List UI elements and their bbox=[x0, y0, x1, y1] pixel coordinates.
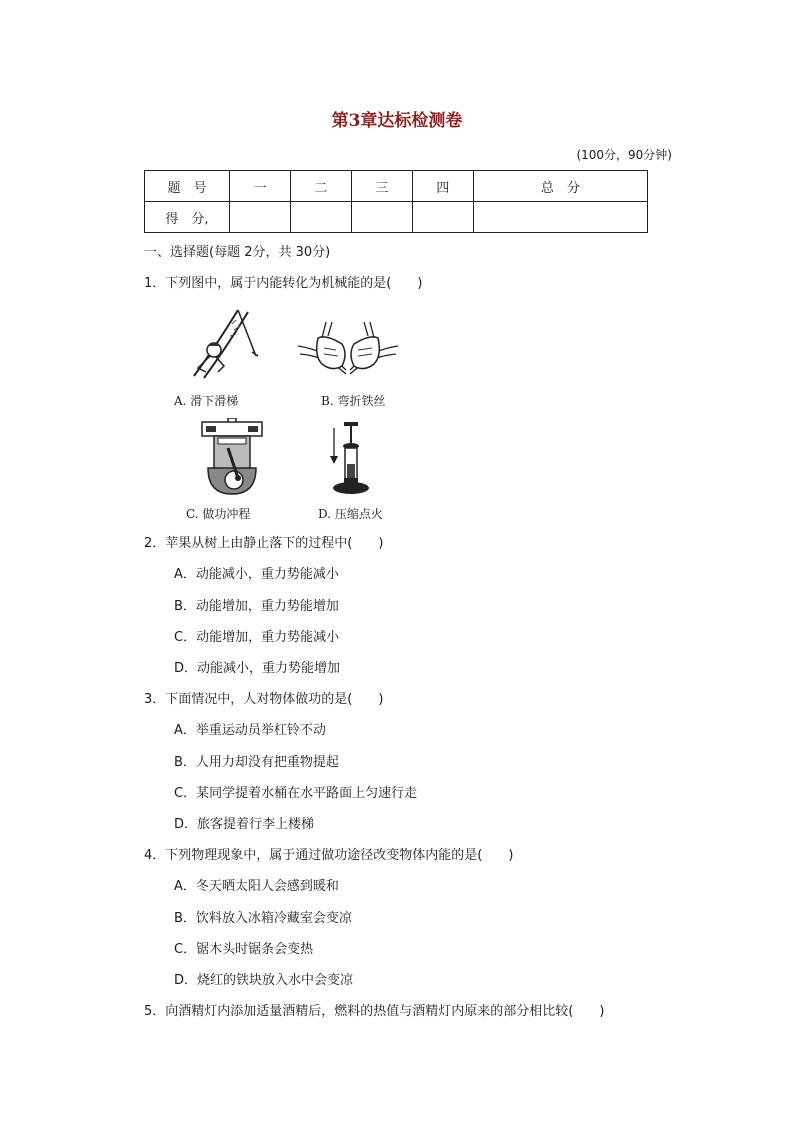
slide-illustration bbox=[186, 306, 260, 386]
question-4-option-d[interactable]: D．烧红的铁块放入水中会变凉 bbox=[174, 973, 354, 988]
score-table bbox=[144, 170, 648, 233]
score-cell-2[interactable] bbox=[290, 202, 351, 233]
score-cell-3[interactable] bbox=[351, 202, 412, 233]
question-5-stem: 5．向酒精灯内添加适量酒精后，燃料的热值与酒精灯内原来的部分相比较( ) bbox=[144, 1004, 605, 1019]
question-2-option-b[interactable]: B．动能增加，重力势能增加 bbox=[174, 599, 339, 614]
question-4-option-c[interactable]: C．锯木头时锯条会变热 bbox=[174, 942, 314, 957]
header-cell-1: 一 bbox=[230, 171, 291, 202]
question-1-stem: 1．下列图中，属于内能转化为机械能的是( ) bbox=[144, 276, 423, 291]
question-3-option-b[interactable]: B．人用力却没有把重物提起 bbox=[174, 755, 339, 770]
compression-ignition-illustration bbox=[322, 418, 372, 498]
figure-d-caption: D. 压缩点火 bbox=[318, 507, 383, 521]
question-2-option-c[interactable]: C．动能增加，重力势能减小 bbox=[174, 630, 340, 645]
question-2-stem: 2．苹果从树上由静止落下的过程中( ) bbox=[144, 536, 384, 551]
header-cell-2: 二 bbox=[290, 171, 351, 202]
score-row-label: 得 分, bbox=[145, 202, 230, 233]
header-cell-4: 四 bbox=[412, 171, 473, 202]
question-2-option-d[interactable]: D．动能减小，重力势能增加 bbox=[174, 661, 341, 676]
engine-power-stroke-illustration bbox=[200, 418, 264, 498]
question-3-stem: 3．下面情况中，人对物体做功的是( ) bbox=[144, 692, 384, 707]
question-3-option-d[interactable]: D．旅客提着行李上楼梯 bbox=[174, 817, 315, 832]
score-time-note: (100分，90分钟) bbox=[576, 148, 672, 162]
question-3-option-a[interactable]: A．举重运动员举杠铃不动 bbox=[174, 723, 326, 738]
question-4-option-a[interactable]: A．冬天晒太阳人会感到暖和 bbox=[174, 879, 339, 894]
figure-a-caption: A. 滑下滑梯 bbox=[174, 394, 239, 408]
figure-c-caption: C. 做功冲程 bbox=[186, 507, 251, 521]
header-cell-3: 三 bbox=[351, 171, 412, 202]
question-3-option-c[interactable]: C．某同学提着水桶在水平路面上匀速行走 bbox=[174, 786, 418, 801]
question-4-option-b[interactable]: B．饮料放入冰箱冷藏室会变凉 bbox=[174, 911, 352, 926]
score-cell-total[interactable] bbox=[473, 202, 647, 233]
page-title: 第3章达标检测卷 bbox=[331, 111, 463, 131]
bending-wire-illustration bbox=[296, 320, 400, 390]
score-table-header-row bbox=[145, 171, 648, 202]
question-4-stem: 4．下列物理现象中，属于通过做功途径改变物体内能的是( ) bbox=[144, 848, 514, 863]
header-cell-label: 题 号 bbox=[145, 171, 230, 202]
score-cell-4[interactable] bbox=[412, 202, 473, 233]
score-cell-1[interactable] bbox=[230, 202, 291, 233]
question-2-option-a[interactable]: A．动能减小，重力势能减小 bbox=[174, 567, 339, 582]
score-table-score-row bbox=[145, 202, 648, 233]
section-heading: 一、选择题(每题 2分，共 30分) bbox=[144, 245, 331, 260]
figure-b-caption: B. 弯折铁丝 bbox=[321, 394, 386, 408]
header-cell-total: 总 分 bbox=[473, 171, 647, 202]
